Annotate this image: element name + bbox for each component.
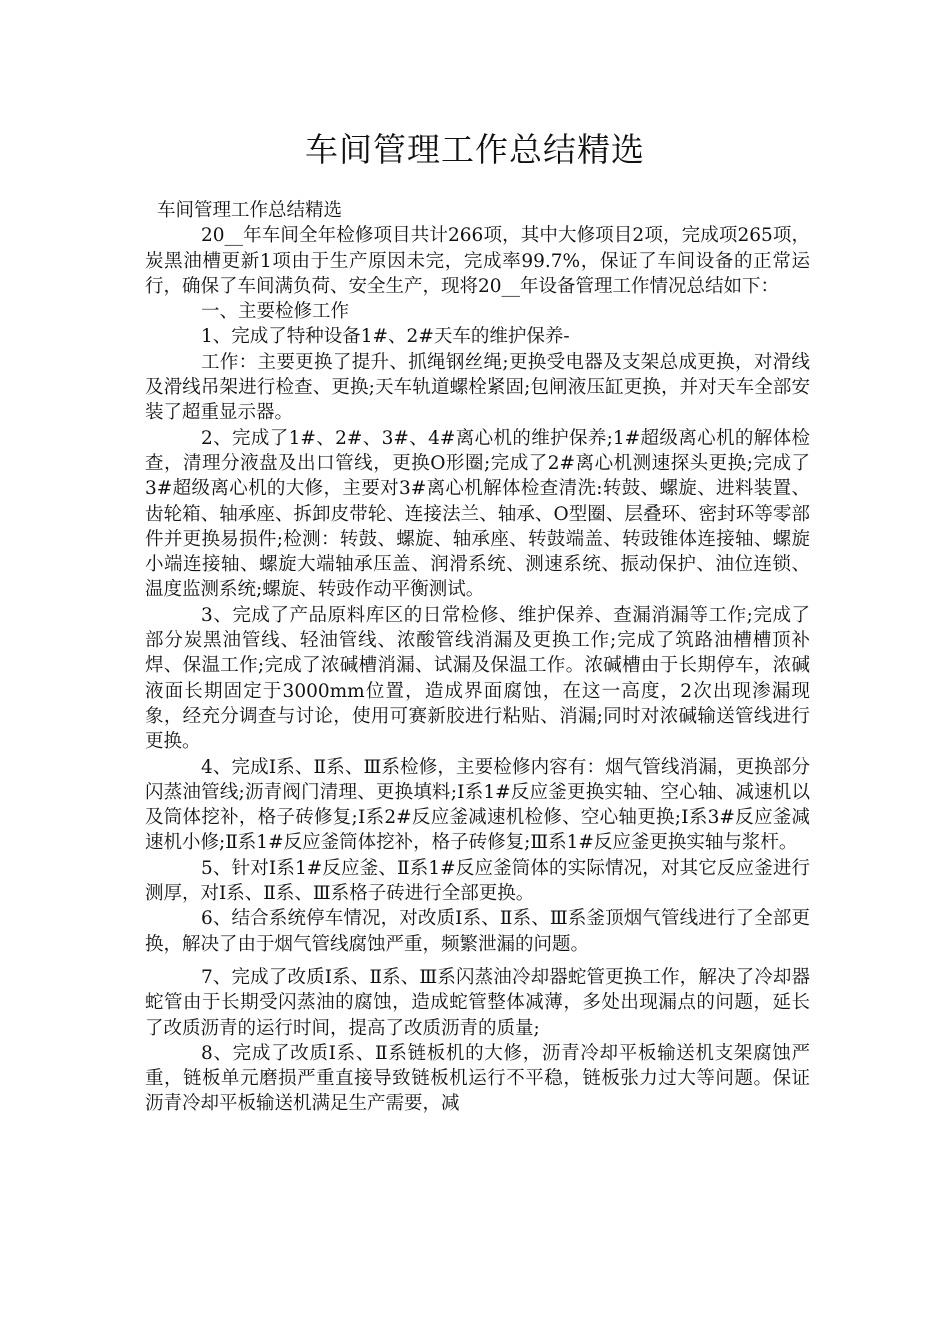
document-body	[145, 198, 810, 1117]
document-title: 车间管理工作总结精选	[305, 130, 645, 169]
paragraph-item-2: 2、完成了1#、2#、3#、4#离心机的维护保养;1#超级离心机的解体检查，清理分液盘及出口管线，更换O形圈;完成了2#离心机测速探头更换;完成了3#超级离心机的大修，主要对3#离心机解体检查清洗:转鼓、螺旋、进料装置、齿轮箱、轴承座、拆卸皮带轮、连接法兰、轴承、O型圈、层叠环、密封环等零部件并更换易损件;检测：转鼓、螺旋、轴承座、转鼓端盖、转豉锥体连接轴、螺旋小端连接轴、螺旋大端轴承压盖、润滑系统、测速系统、振动保护、油位连锁、温度监测系统;螺旋、转豉作动平衡测试。	[145, 427, 810, 601]
section-heading-main-repairs: 一、主要检修工作	[201, 301, 350, 323]
paragraph-item-7: 7、完成了改质Ⅰ系、Ⅱ系、Ⅲ系闪蒸油冷却器蛇管更换工作，解决了冷却器蛇管由于长期受闪蒸油的腐蚀，造成蛇管整体减薄，多处出现漏点的问题，延长了改质沥青的运行时间，提高了改质沥青的质量;	[145, 966, 810, 1039]
paragraph-summary: 20__年车间全年检修项目共计266项，其中大修项目2项，完成项265项，炭黑油槽更新1项由于生产原因未完，完成率99.7%，保证了车间设备的正常运行，确保了车间满负荷、安全生产，现将20__年设备管理工作情况总结如下：	[145, 225, 810, 297]
paragraph-item-4: 4、完成Ⅰ系、Ⅱ系、Ⅲ系检修，主要检修内容有：烟气管线消漏，更换部分闪蒸油管线;沥青阀门清理、更换填料;Ⅰ系1#反应釜更换实轴、空心轴、减速机以及筒体挖补，格子砖修复;Ⅰ系2#反应釜减速机检修、空心轴更换;Ⅰ系3#反应釜减速机小修;Ⅱ系1#反应釜筒体挖补，格子砖修复;Ⅲ系1#反应釜更换实轴与浆杆。	[145, 756, 810, 854]
paragraph-item-1-detail: 工作：主要更换了提升、抓绳钢丝绳;更换受电器及支架总成更换，对滑线及滑线吊架进行检查、更换;天车轨道螺栓紧固;包闸液压缸更换，并对天车全部安装了超重显示器。	[145, 351, 810, 424]
paragraph-item-6: 6、结合系统停车情况，对改质Ⅰ系、Ⅱ系、Ⅲ系釜顶烟气管线进行了全部更换，解决了由于烟气管线腐蚀严重，频繁泄漏的问题。	[145, 908, 810, 955]
document-subtitle: 车间管理工作总结精选	[157, 200, 343, 221]
paragraph-item-1: 1、完成了特种设备1#、2#天车的维护保养-	[201, 326, 570, 348]
paragraph-item-3: 3、完成了产品原料库区的日常检修、维护保养、查漏消漏等工作;完成了部分炭黑油管线、轻油管线、浓酸管线消漏及更换工作;完成了筑路油槽槽顶补焊、保温工作;完成了浓碱槽消漏、试漏及保温工作。浓碱槽由于长期停车，浓碱液面长期固定于3000mm位置，造成界面腐蚀，在这一高度，2次出现渗漏现象，经充分调查与讨论，使用可赛新胶进行粘贴、消漏;同时对浓碱输送管线进行更换。	[145, 604, 810, 753]
paragraph-item-5: 5、针对Ⅰ系1#反应釜、Ⅱ系1#反应釜筒体的实际情况，对其它反应釜进行测厚，对Ⅰ系、Ⅱ系、Ⅲ系格子砖进行全部更换。	[145, 857, 810, 905]
paragraph-item-8: 8、完成了改质Ⅰ系、Ⅱ系链板机的大修，沥青冷却平板输送机支架腐蚀严重，链板单元磨损严重直接导致链板机运行不平稳，链板张力过大等问题。保证沥青冷却平板输送机满足生产需要，减	[145, 1042, 810, 1115]
